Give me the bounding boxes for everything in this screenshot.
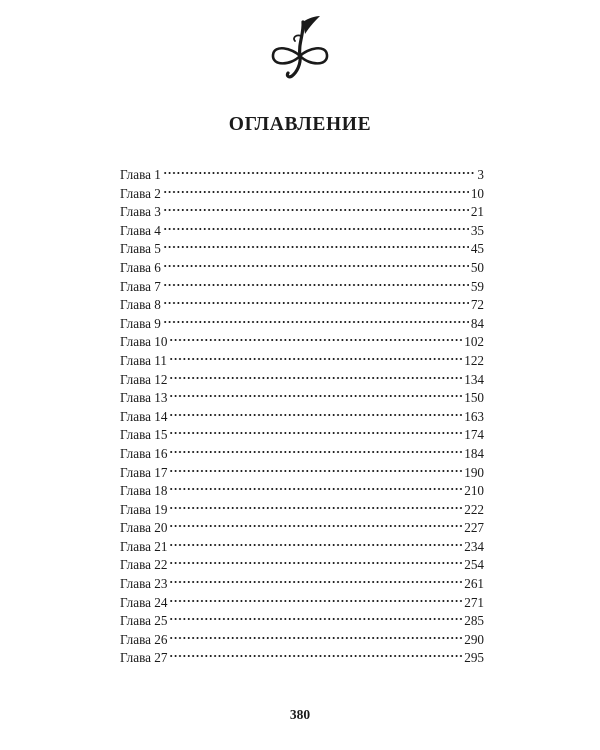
dot-leader bbox=[169, 356, 462, 362]
chapter-page-number: 222 bbox=[464, 501, 484, 517]
page-title: ОГЛАВЛЕНИЕ bbox=[228, 114, 372, 135]
toc-entry bbox=[120, 166, 484, 185]
toc-entry bbox=[120, 556, 484, 575]
chapter-page-number: 150 bbox=[464, 390, 484, 406]
toc-entry bbox=[120, 296, 484, 315]
toc-entry bbox=[120, 464, 484, 483]
chapter-page-number: 174 bbox=[464, 427, 484, 443]
chapter-label: Глава 12 bbox=[120, 371, 168, 387]
dot-leader bbox=[169, 579, 462, 585]
chapter-label: Глава 1 bbox=[120, 167, 161, 182]
toc-entry bbox=[120, 259, 484, 278]
toc-entry bbox=[120, 315, 484, 334]
chapter-label: Глава 27 bbox=[120, 650, 168, 666]
dot-leader bbox=[169, 430, 462, 436]
chapter-label: Глава 16 bbox=[120, 445, 168, 461]
dot-leader bbox=[163, 170, 476, 176]
dot-leader bbox=[163, 244, 469, 250]
chapter-page-number: 122 bbox=[464, 352, 484, 368]
chapter-label: Глава 25 bbox=[120, 613, 168, 629]
chapter-page-number: 227 bbox=[464, 520, 484, 536]
chapter-page-number: 45 bbox=[470, 241, 484, 257]
chapter-label: Глава 13 bbox=[120, 390, 168, 406]
dot-leader bbox=[169, 560, 462, 566]
chapter-label: Глава 21 bbox=[120, 538, 168, 554]
chapter-label: Глава 24 bbox=[120, 594, 168, 610]
toc-entry bbox=[120, 519, 484, 538]
chapter-label: Глава 3 bbox=[120, 204, 161, 220]
toc-entry bbox=[120, 594, 484, 613]
chapter-page-number: 261 bbox=[464, 576, 484, 592]
toc-entry bbox=[120, 426, 484, 445]
dot-leader bbox=[163, 282, 469, 288]
chapter-label: Глава 6 bbox=[120, 259, 161, 275]
dot-leader bbox=[169, 653, 462, 659]
chapter-page-number: 50 bbox=[470, 259, 484, 275]
chapter-label: Глава 14 bbox=[120, 408, 168, 424]
dot-leader bbox=[163, 263, 469, 269]
chapter-page-number: 10 bbox=[470, 185, 484, 201]
chapter-label: Глава 22 bbox=[120, 557, 168, 573]
chapter-page-number: 210 bbox=[464, 483, 484, 499]
calligraphic-flourish-icon bbox=[270, 14, 330, 80]
chapter-page-number: 35 bbox=[470, 222, 484, 238]
page-number: 380 bbox=[289, 707, 311, 722]
toc-entry bbox=[120, 240, 484, 259]
dot-leader bbox=[169, 393, 462, 399]
chapter-page-number: 295 bbox=[464, 650, 484, 666]
dot-leader bbox=[169, 486, 462, 492]
chapter-page-number: 290 bbox=[464, 631, 484, 647]
chapter-page-number: 234 bbox=[464, 538, 484, 554]
dot-leader bbox=[163, 226, 469, 232]
chapter-label: Глава 17 bbox=[120, 464, 168, 480]
chapter-label: Глава 7 bbox=[120, 278, 161, 294]
chapter-page-number: 184 bbox=[464, 445, 484, 461]
toc-entry bbox=[120, 631, 484, 650]
chapter-label: Глава 26 bbox=[120, 631, 168, 647]
toc-entry bbox=[120, 538, 484, 557]
toc-entry bbox=[120, 501, 484, 520]
chapter-page-number: 21 bbox=[470, 204, 484, 220]
toc-entry bbox=[120, 278, 484, 297]
chapter-label: Глава 4 bbox=[120, 222, 161, 238]
table-of-contents bbox=[120, 166, 484, 668]
toc-entry bbox=[120, 371, 484, 390]
chapter-page-number: 59 bbox=[470, 278, 484, 294]
dot-leader bbox=[169, 616, 462, 622]
chapter-page-number: 102 bbox=[464, 334, 484, 350]
toc-entry bbox=[120, 222, 484, 241]
chapter-label: Глава 11 bbox=[120, 352, 167, 368]
toc-entry bbox=[120, 649, 484, 668]
toc-entry bbox=[120, 575, 484, 594]
chapter-label: Глава 23 bbox=[120, 576, 168, 592]
chapter-page-number: 254 bbox=[464, 557, 484, 573]
chapter-page-number: 190 bbox=[464, 464, 484, 480]
chapter-page-number: 163 bbox=[464, 408, 484, 424]
dot-leader bbox=[169, 468, 462, 474]
toc-entry bbox=[120, 482, 484, 501]
toc-entry bbox=[120, 203, 484, 222]
toc-entry bbox=[120, 389, 484, 408]
chapter-page-number: 134 bbox=[464, 371, 484, 387]
dot-leader bbox=[169, 337, 462, 343]
dot-leader bbox=[169, 505, 462, 511]
dot-leader bbox=[163, 189, 469, 195]
dot-leader bbox=[169, 598, 462, 604]
chapter-label: Глава 15 bbox=[120, 427, 168, 443]
chapter-page-number: 84 bbox=[470, 315, 484, 331]
toc-entry bbox=[120, 408, 484, 427]
chapter-page-number: 3 bbox=[477, 167, 484, 182]
dot-leader bbox=[169, 523, 462, 529]
dot-leader bbox=[169, 635, 462, 641]
chapter-label: Глава 10 bbox=[120, 334, 168, 350]
chapter-label: Глава 19 bbox=[120, 501, 168, 517]
chapter-page-number: 72 bbox=[470, 297, 484, 313]
dot-leader bbox=[169, 375, 462, 381]
chapter-label: Глава 9 bbox=[120, 315, 161, 331]
dot-leader bbox=[163, 300, 469, 306]
dot-leader bbox=[163, 207, 469, 213]
dot-leader bbox=[169, 542, 462, 548]
dot-leader bbox=[163, 319, 469, 325]
dot-leader bbox=[169, 412, 462, 418]
chapter-label: Глава 18 bbox=[120, 483, 168, 499]
toc-entry bbox=[120, 445, 484, 464]
toc-entry bbox=[120, 612, 484, 631]
chapter-label: Глава 20 bbox=[120, 520, 168, 536]
chapter-page-number: 271 bbox=[464, 594, 484, 610]
toc-entry bbox=[120, 333, 484, 352]
chapter-page-number: 285 bbox=[464, 613, 484, 629]
chapter-label: Глава 2 bbox=[120, 185, 161, 201]
dot-leader bbox=[169, 449, 462, 455]
chapter-label: Глава 5 bbox=[120, 241, 161, 257]
toc-entry bbox=[120, 185, 484, 204]
chapter-label: Глава 8 bbox=[120, 297, 161, 313]
toc-entry bbox=[120, 352, 484, 371]
